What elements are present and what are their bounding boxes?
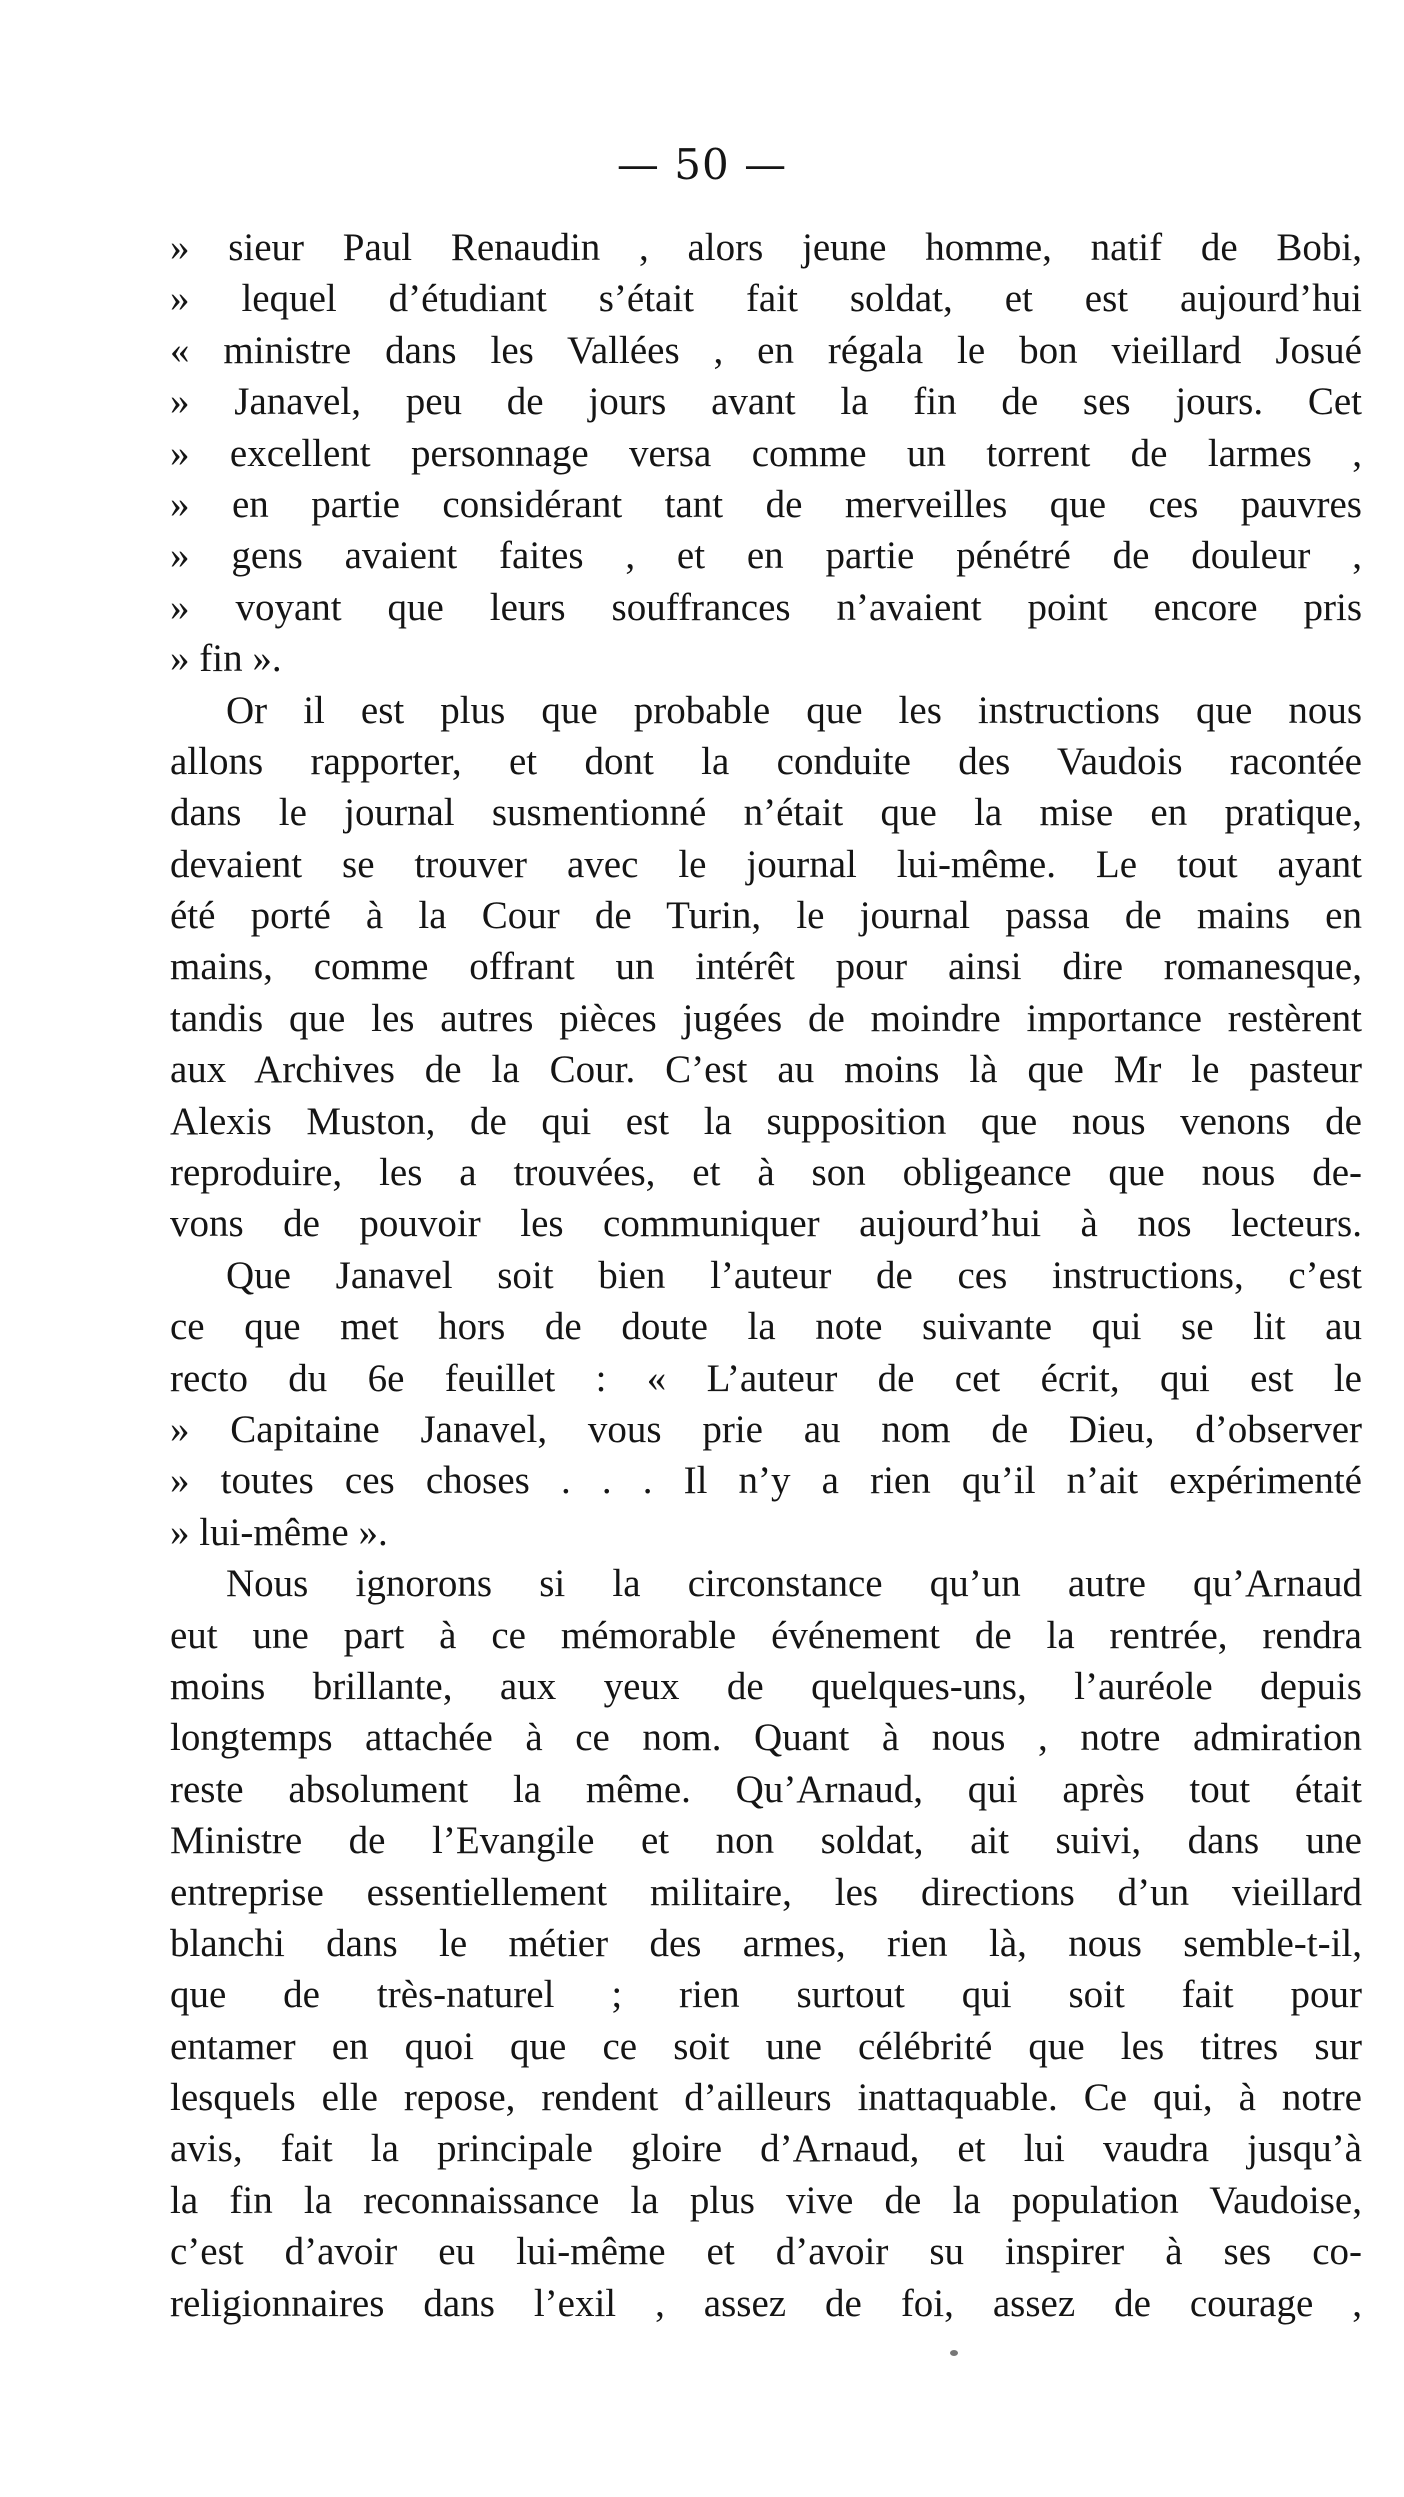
- text-line: lesquels elle repose, rendent d’ailleurs inattaquable. Ce qui, à notre: [170, 2076, 1362, 2120]
- text-line: » sieur Paul Renaudin , alors jeune homme, natif de Bobi,: [170, 226, 1362, 269]
- text-line: entamer en quoi que ce soit une célébrité que les titres sur: [170, 2024, 1362, 2068]
- text-line: religionnaires dans l’exil , assez de foi, assez de courage ,: [170, 2281, 1362, 2325]
- text-line: » lequel d’étudiant s’était fait soldat, et est aujourd’hui: [170, 277, 1362, 321]
- text-line: « ministre dans les Vallées , en régala le bon vieillard Josué: [170, 328, 1362, 372]
- page-number: — 50 —: [616, 140, 788, 189]
- body-text: [170, 222, 1362, 2329]
- text-line: c’est d’avoir eu lui-même et d’avoir su inspirer à ses co-: [170, 2230, 1362, 2274]
- text-line: ce que met hors de doute la note suivante qui se lit au: [170, 1305, 1362, 1349]
- text-line: mains, comme offrant un intérêt pour ainsi dire romanesque,: [170, 945, 1362, 989]
- paragraph: [170, 222, 1362, 685]
- text-line: moins brillante, aux yeux de quelques-uns, l’auréole depuis: [170, 1664, 1362, 1708]
- text-line: Or il est plus que probable que les instructions que nous: [226, 688, 1362, 732]
- text-line: Nous ignorons si la circonstance qu’un autre qu’Arnaud: [226, 1562, 1362, 1606]
- text-line: reste absolument la même. Qu’Arnaud, qui après tout était: [170, 1767, 1362, 1811]
- text-line: » lui-même ».: [170, 1510, 388, 1554]
- text-line: dans le journal susmentionné n’était que la mise en pratique,: [170, 791, 1362, 835]
- text-line: été porté à la Cour de Turin, le journal passa de mains en: [170, 894, 1362, 938]
- text-line: aux Archives de la Cour. C’est au moins là que Mr le pasteur: [170, 1048, 1362, 1092]
- paragraph: [170, 1558, 1362, 2329]
- text-line: blanchi dans le métier des armes, rien là, nous semble-t-il,: [170, 1921, 1362, 1965]
- text-line: » gens avaient faites , et en partie pénétré de douleur ,: [170, 534, 1362, 578]
- ink-speck: [950, 2350, 958, 2356]
- text-line: vons de pouvoir les communiquer aujourd’hui à nos lecteurs.: [170, 1202, 1362, 1246]
- text-line: » en partie considérant tant de merveilles que ces pauvres: [170, 482, 1362, 526]
- text-line: avis, fait la principale gloire d’Arnaud, et lui vaudra jusqu’à: [170, 2127, 1362, 2171]
- text-line: » excellent personnage versa comme un torrent de larmes ,: [170, 431, 1362, 475]
- text-line: que de très-naturel ; rien surtout qui soit fait pour: [170, 1973, 1362, 2017]
- text-line: allons rapporter, et dont la conduite des Vaudois racontée: [170, 739, 1362, 783]
- text-line: Alexis Muston, de qui est la supposition que nous venons de: [170, 1099, 1362, 1143]
- text-line: devaient se trouver avec le journal lui-même. Le tout ayant: [170, 842, 1362, 886]
- text-line: la fin la reconnaissance la plus vive de la population Vaudoise,: [170, 2178, 1362, 2222]
- text-line: » Janavel, peu de jours avant la fin de ses jours. Cet: [170, 380, 1362, 424]
- text-line: longtemps attachée à ce nom. Quant à nous , notre admiration: [170, 1716, 1362, 1760]
- text-line: » Capitaine Janavel, vous prie au nom de Dieu, d’observer: [170, 1407, 1362, 1451]
- text-line: Que Janavel soit bien l’auteur de ces instructions, c’est: [226, 1253, 1362, 1297]
- text-line: » fin ».: [170, 637, 282, 681]
- text-line: » voyant que leurs souffrances n’avaient point encore pris: [170, 585, 1362, 629]
- text-line: tandis que les autres pièces jugées de moindre importance restèrent: [170, 996, 1362, 1040]
- text-line: » toutes ces choses . . . Il n’y a rien qu’il n’ait expérimenté: [170, 1459, 1362, 1503]
- text-line: reproduire, les a trouvées, et à son obligeance que nous de-: [170, 1151, 1362, 1195]
- text-line: recto du 6e feuillet : « L’auteur de cet écrit, qui est le: [170, 1356, 1362, 1400]
- text-line: eut une part à ce mémorable événement de la rentrée, rendra: [170, 1613, 1362, 1657]
- text-line: Ministre de l’Evangile et non soldat, ait suivi, dans une: [170, 1819, 1362, 1863]
- text-line: entreprise essentiellement militaire, les directions d’un vieillard: [170, 1870, 1362, 1914]
- paragraph: [170, 685, 1362, 1250]
- paragraph: [170, 1250, 1362, 1558]
